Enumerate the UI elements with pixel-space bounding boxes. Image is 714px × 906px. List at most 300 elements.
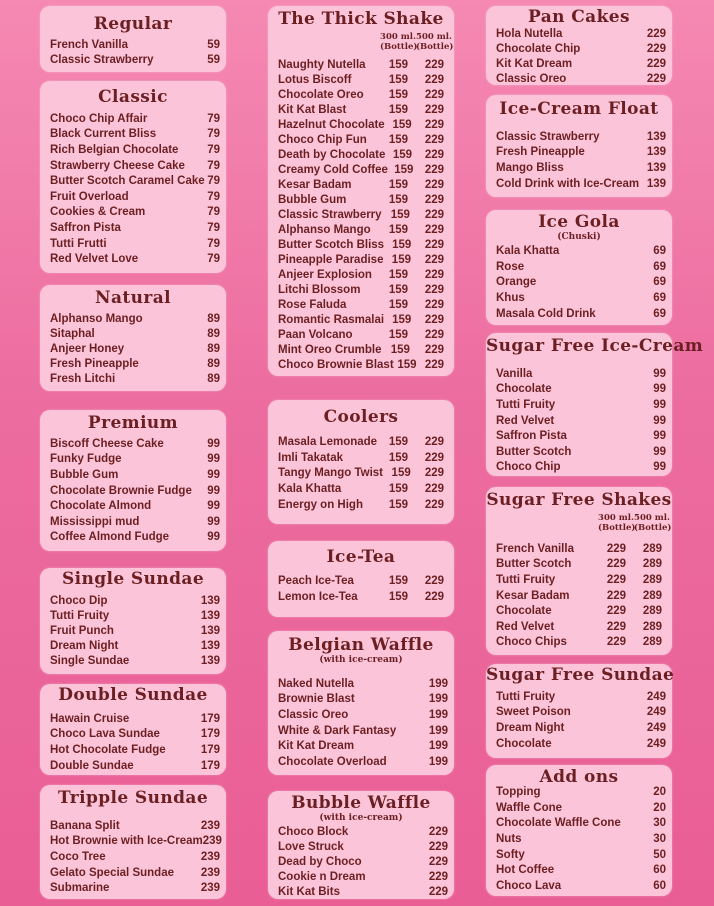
item-name: Red Velvet xyxy=(496,414,555,427)
item-name: Paan Volcano xyxy=(278,328,353,341)
menu-item xyxy=(496,603,662,619)
item-price: 99 xyxy=(207,437,220,450)
menu-card-ice-cream-float xyxy=(486,95,672,197)
card-title: Premium xyxy=(87,413,179,433)
menu-card-coolers xyxy=(268,400,454,524)
menu-item xyxy=(50,326,220,341)
item-price-500ml: 229 xyxy=(424,148,444,161)
item-price: 59 xyxy=(207,54,220,67)
menu-item xyxy=(50,142,220,158)
card-title: Sugar Free Sundae xyxy=(486,665,675,685)
item-name: Classic Oreo xyxy=(278,708,349,721)
menu-item xyxy=(50,880,220,896)
item-price: 79 xyxy=(207,128,220,141)
item-name: Butter Scotch xyxy=(496,558,572,571)
menu-card-sugar-free-sundae xyxy=(486,664,675,758)
item-name: Rose xyxy=(496,260,525,273)
menu-item xyxy=(496,366,666,382)
menu-item xyxy=(278,147,444,162)
price-column-headers xyxy=(380,32,452,52)
item-name: Love Struck xyxy=(278,840,344,853)
menu-item xyxy=(50,111,220,127)
item-name: Naughty Nutella xyxy=(278,58,366,71)
menu-item xyxy=(496,71,666,86)
menu-item xyxy=(496,382,666,398)
item-name: Banana Split xyxy=(50,819,120,832)
item-price-300ml: 159 xyxy=(388,268,408,281)
item-price-500ml: 289 xyxy=(642,620,662,633)
menu-item xyxy=(496,705,666,721)
item-price: 199 xyxy=(428,677,448,690)
item-price: 239 xyxy=(200,850,220,863)
item-price: 50 xyxy=(653,848,666,861)
item-name: Hazelnut Chocolate xyxy=(278,118,385,131)
item-price: 99 xyxy=(653,461,666,474)
item-name: Lotus Biscoff xyxy=(278,73,352,86)
item-price: 139 xyxy=(646,130,666,143)
item-price: 99 xyxy=(653,414,666,427)
item-name: Hot Coffee xyxy=(496,864,555,877)
menu-item xyxy=(278,282,444,297)
item-price-500ml: 229 xyxy=(424,253,444,266)
card-subtitle: (with ice-cream) xyxy=(319,813,403,823)
item-name: Chocolate Waffle Cone xyxy=(496,817,621,830)
menu-item xyxy=(50,498,220,514)
item-price-500ml: 229 xyxy=(424,88,444,101)
item-name: Kala Khatta xyxy=(496,244,560,257)
item-price-500ml: 229 xyxy=(424,467,444,480)
menu-item xyxy=(496,736,666,752)
item-name: Choco Chip Fun xyxy=(278,133,367,146)
header-size: 300 ml. xyxy=(598,513,634,523)
item-price-500ml: 289 xyxy=(642,605,662,618)
item-price-500ml: 229 xyxy=(424,343,444,356)
item-name: Softy xyxy=(496,848,525,861)
item-name: Chocolate Oreo xyxy=(278,88,364,101)
menu-item xyxy=(496,557,662,573)
menu-item xyxy=(50,818,220,834)
menu-item xyxy=(278,72,444,87)
card-title: Ice Gola xyxy=(538,212,620,232)
item-price: 30 xyxy=(653,817,666,830)
menu-item xyxy=(50,638,220,653)
item-name: Classic Strawberry xyxy=(50,54,154,67)
menu-item xyxy=(496,306,666,322)
menu-item xyxy=(496,800,666,816)
menu-item xyxy=(496,784,666,800)
item-price-300ml: 159 xyxy=(388,103,408,116)
item-price: 99 xyxy=(207,531,220,544)
card-subtitle: (Chuski) xyxy=(557,232,601,242)
item-price-500ml: 229 xyxy=(424,435,444,448)
menu-card-ice-tea xyxy=(268,541,454,617)
menu-item xyxy=(496,619,662,635)
item-name: Hola Nutella xyxy=(496,27,563,40)
item-price: 69 xyxy=(653,291,666,304)
item-name: Sitaphal xyxy=(50,327,95,340)
menu-item xyxy=(50,205,220,221)
item-price-500ml: 229 xyxy=(424,590,444,603)
item-price-500ml: 229 xyxy=(424,223,444,236)
item-price-300ml: 159 xyxy=(388,451,408,464)
menu-item xyxy=(278,497,444,513)
menu-item xyxy=(278,481,444,497)
item-name: Gelato Special Sundae xyxy=(50,866,174,879)
item-price: 229 xyxy=(428,840,448,853)
item-price-300ml: 159 xyxy=(392,148,413,161)
card-title: Sugar Free Ice-Cream xyxy=(486,336,704,356)
menu-item xyxy=(50,173,220,189)
menu-item xyxy=(50,220,220,236)
menu-item xyxy=(50,758,220,774)
item-price-500ml: 229 xyxy=(424,574,444,587)
item-price-500ml: 289 xyxy=(642,542,662,555)
item-price-300ml: 159 xyxy=(388,328,408,341)
menu-item xyxy=(50,711,220,727)
menu-item xyxy=(496,428,666,444)
item-price: 199 xyxy=(428,740,448,753)
item-name: Butter Scotch Bliss xyxy=(278,238,385,251)
item-price: 139 xyxy=(646,177,666,190)
item-price: 79 xyxy=(207,221,220,234)
menu-item xyxy=(278,162,444,177)
header-500ml xyxy=(416,32,452,52)
item-price-500ml: 229 xyxy=(424,451,444,464)
item-name: Rich Belgian Chocolate xyxy=(50,143,179,156)
item-price-300ml: 159 xyxy=(391,253,411,266)
menu-item xyxy=(496,259,666,275)
item-price: 139 xyxy=(200,654,220,667)
item-name: Funky Fudge xyxy=(50,453,122,466)
item-price-300ml: 159 xyxy=(388,590,408,603)
item-price: 229 xyxy=(646,27,666,40)
item-price: 229 xyxy=(646,72,666,85)
menu-item xyxy=(278,192,444,207)
menu-item xyxy=(496,444,666,460)
menu-item xyxy=(496,572,662,588)
item-name: Kit Kat Dream xyxy=(278,740,355,753)
item-price-500ml: 229 xyxy=(424,298,444,311)
item-name: Choco Dip xyxy=(50,594,108,607)
item-name: Coffee Almond Fudge xyxy=(50,531,170,544)
item-price: 69 xyxy=(653,307,666,320)
menu-card-belgian-waffle xyxy=(268,631,454,775)
header-500ml xyxy=(634,513,670,533)
item-name: Fresh Pineapple xyxy=(496,146,585,159)
item-price: 79 xyxy=(207,237,220,250)
item-name: Masala Lemonade xyxy=(278,435,378,448)
item-price: 229 xyxy=(646,42,666,55)
menu-item xyxy=(278,327,444,342)
card-title: Ice-Tea xyxy=(326,547,396,567)
item-price: 179 xyxy=(200,712,220,725)
menu-item xyxy=(50,467,220,483)
item-price: 20 xyxy=(653,785,666,798)
item-price-500ml: 229 xyxy=(424,118,444,131)
menu-item xyxy=(496,41,666,56)
item-name: Tutti Fruity xyxy=(496,398,556,411)
menu-item xyxy=(278,297,444,312)
item-name: Fruit Overload xyxy=(50,190,129,203)
item-price-300ml: 229 xyxy=(606,636,626,649)
menu-item xyxy=(50,236,220,252)
item-name: Topping xyxy=(496,785,541,798)
item-name: Cold Drink with Ice-Cream xyxy=(496,177,640,190)
item-price-300ml: 159 xyxy=(388,178,408,191)
item-price-500ml: 229 xyxy=(424,498,444,511)
item-price-300ml: 159 xyxy=(388,193,408,206)
menu-card-double-sundae xyxy=(40,684,226,775)
item-price: 99 xyxy=(653,383,666,396)
menu-item xyxy=(278,573,444,589)
item-price: 59 xyxy=(207,38,220,51)
item-price-300ml: 159 xyxy=(388,498,408,511)
menu-item xyxy=(50,742,220,758)
item-name: Butter Scotch Caramel Cake xyxy=(50,175,205,188)
menu-item xyxy=(496,243,666,259)
item-name: Double Sundae xyxy=(50,759,134,772)
item-name: Masala Cold Drink xyxy=(496,307,596,320)
item-price: 249 xyxy=(646,721,666,734)
item-price-500ml: 289 xyxy=(642,589,662,602)
menu-item xyxy=(496,847,666,863)
menu-item xyxy=(278,312,444,327)
item-name: Vanilla xyxy=(496,367,533,380)
item-name: Pineapple Paradise xyxy=(278,253,384,266)
menu-item xyxy=(50,653,220,668)
item-price-300ml: 159 xyxy=(388,133,408,146)
item-price-500ml: 229 xyxy=(424,193,444,206)
item-price-500ml: 229 xyxy=(424,268,444,281)
menu-item xyxy=(278,117,444,132)
item-price: 239 xyxy=(202,835,222,848)
item-name: Kit Kat Blast xyxy=(278,103,347,116)
card-title: Tripple Sundae xyxy=(57,788,209,808)
item-name: Classic Strawberry xyxy=(278,208,382,221)
price-column-headers xyxy=(598,513,670,533)
item-name: Tutti Fruity xyxy=(50,609,110,622)
item-name: Butter Scotch xyxy=(496,445,572,458)
item-name: Kala Khatta xyxy=(278,482,342,495)
menu-item xyxy=(278,692,448,708)
menu-item xyxy=(496,56,666,71)
item-price-500ml: 229 xyxy=(424,313,444,326)
item-name: Alphanso Mango xyxy=(278,223,371,236)
menu-item xyxy=(496,413,666,429)
card-title: Regular xyxy=(93,14,173,34)
item-price: 229 xyxy=(428,870,448,883)
item-name: Dead by Choco xyxy=(278,855,362,868)
item-name: Tangy Mango Twist xyxy=(278,467,383,480)
item-name: Sweet Poison xyxy=(496,706,571,719)
item-price: 99 xyxy=(207,468,220,481)
card-title: The Thick Shake xyxy=(278,9,444,29)
item-price-500ml: 229 xyxy=(424,163,444,176)
item-name: Tutti Frutti xyxy=(50,237,107,250)
item-price-500ml: 229 xyxy=(424,178,444,191)
item-name: Rose Faluda xyxy=(278,298,347,311)
item-price: 249 xyxy=(646,737,666,750)
item-name: Romantic Rasmalai xyxy=(278,313,385,326)
item-price-300ml: 159 xyxy=(392,238,412,251)
item-price-500ml: 289 xyxy=(642,573,662,586)
item-price: 30 xyxy=(653,832,666,845)
card-title: Belgian Waffle xyxy=(288,635,434,655)
card-title: Double Sundae xyxy=(58,685,208,705)
item-price: 99 xyxy=(653,367,666,380)
header-pack: (Bottle) xyxy=(416,42,454,52)
item-price: 239 xyxy=(200,866,220,879)
item-name: Single Sundae xyxy=(50,654,130,667)
item-name: Chocolate Almond xyxy=(50,500,152,513)
item-price-300ml: 159 xyxy=(397,358,417,371)
item-name: Mint Oreo Crumble xyxy=(278,343,382,356)
item-price-300ml: 159 xyxy=(394,163,414,176)
item-name: Black Current Bliss xyxy=(50,128,157,141)
item-name: Choco Chip Affair xyxy=(50,112,148,125)
item-price-300ml: 159 xyxy=(392,118,412,131)
menu-item xyxy=(50,341,220,356)
item-name: Coco Tree xyxy=(50,850,106,863)
menu-card-ice-gola xyxy=(486,210,672,325)
item-name: Energy on High xyxy=(278,498,363,511)
menu-card-tripple-sundae xyxy=(40,785,226,899)
item-price: 99 xyxy=(207,453,220,466)
item-name: Waffle Cone xyxy=(496,801,563,814)
menu-item xyxy=(278,854,448,869)
menu-item xyxy=(50,865,220,881)
menu-item xyxy=(496,588,662,604)
menu-item xyxy=(50,608,220,623)
card-title: Sugar Free Shakes xyxy=(486,490,672,510)
item-price: 199 xyxy=(428,755,448,768)
header-pack: (Bottle) xyxy=(380,42,418,52)
item-name: French Vanilla xyxy=(496,542,574,555)
item-price: 229 xyxy=(428,825,448,838)
item-price-300ml: 229 xyxy=(606,573,626,586)
menu-item xyxy=(496,863,666,879)
item-name: Classic Strawberry xyxy=(496,130,600,143)
item-price: 249 xyxy=(646,690,666,703)
menu-item xyxy=(50,452,220,468)
item-price: 139 xyxy=(646,161,666,174)
item-name: Dream Night xyxy=(496,721,565,734)
item-price-300ml: 159 xyxy=(388,58,408,71)
item-price: 139 xyxy=(646,146,666,159)
menu-item xyxy=(278,102,444,117)
menu-item xyxy=(50,849,220,865)
menu-item xyxy=(278,824,448,839)
item-price: 79 xyxy=(207,159,220,172)
item-price: 99 xyxy=(653,445,666,458)
item-name: Lemon Ice-Tea xyxy=(278,590,358,603)
item-name: Biscoff Cheese Cake xyxy=(50,437,164,450)
card-title: Classic xyxy=(98,87,168,107)
item-price-500ml: 289 xyxy=(642,636,662,649)
item-price-300ml: 159 xyxy=(391,467,411,480)
menu-item xyxy=(278,132,444,147)
item-price: 99 xyxy=(207,515,220,528)
menu-item xyxy=(50,834,220,850)
menu-item xyxy=(278,237,444,252)
item-name: Red Velvet xyxy=(496,620,555,633)
item-name: Nuts xyxy=(496,832,522,845)
item-name: Hot Chocolate Fudge xyxy=(50,743,166,756)
menu-item xyxy=(496,878,666,894)
item-name: Saffron Pista xyxy=(50,221,121,234)
item-name: Brownie Blast xyxy=(278,693,355,706)
item-price-500ml: 229 xyxy=(424,283,444,296)
item-price: 79 xyxy=(207,175,220,188)
menu-item xyxy=(496,129,666,145)
menu-item xyxy=(278,465,444,481)
item-name: Anjeer Honey xyxy=(50,342,125,355)
item-name: Chocolate Chip xyxy=(496,42,581,55)
item-price-300ml: 159 xyxy=(388,73,408,86)
item-name: Choco Block xyxy=(278,825,349,838)
item-price: 89 xyxy=(207,342,220,355)
menu-item xyxy=(50,623,220,638)
menu-item xyxy=(50,127,220,143)
item-price: 79 xyxy=(207,112,220,125)
menu-card-thick-shake xyxy=(268,6,454,376)
item-price: 79 xyxy=(207,206,220,219)
menu-item xyxy=(50,514,220,530)
item-price: 79 xyxy=(207,143,220,156)
menu-item xyxy=(496,689,666,705)
item-price: 89 xyxy=(207,372,220,385)
menu-card-classic xyxy=(40,81,226,273)
item-price-500ml: 229 xyxy=(424,208,444,221)
menu-item xyxy=(50,356,220,371)
item-price: 199 xyxy=(428,708,448,721)
card-title: Natural xyxy=(95,288,171,308)
item-name: Creamy Cold Coffee xyxy=(278,163,388,176)
item-name: Mississippi mud xyxy=(50,515,140,528)
item-price: 179 xyxy=(200,743,220,756)
menu-item xyxy=(278,57,444,72)
menu-item xyxy=(496,720,666,736)
item-name: Red Velvet Love xyxy=(50,253,139,266)
item-price-300ml: 229 xyxy=(606,620,626,633)
menu-item xyxy=(50,371,220,386)
item-price: 139 xyxy=(200,594,220,607)
card-subtitle: (with ice-cream) xyxy=(319,655,403,665)
menu-item xyxy=(50,158,220,174)
item-name: Strawberry Cheese Cake xyxy=(50,159,185,172)
menu-card-sugar-free-ice-cream xyxy=(486,333,704,476)
card-title: Single Sundae xyxy=(61,569,205,589)
card-title: Coolers xyxy=(323,407,399,427)
item-price: 20 xyxy=(653,801,666,814)
menu-item xyxy=(50,37,220,53)
item-price-500ml: 229 xyxy=(424,133,444,146)
menu-item xyxy=(278,177,444,192)
menu-item xyxy=(496,274,666,290)
item-price-500ml: 229 xyxy=(424,358,444,371)
item-price: 89 xyxy=(207,327,220,340)
item-price: 249 xyxy=(646,706,666,719)
item-name: Cookies & Cream xyxy=(50,206,146,219)
item-price-300ml: 229 xyxy=(606,605,626,618)
item-name: Choco Chip xyxy=(496,461,561,474)
item-price: 199 xyxy=(428,724,448,737)
item-price: 99 xyxy=(653,398,666,411)
menu-item xyxy=(496,460,666,476)
item-price-300ml: 159 xyxy=(392,313,412,326)
menu-item xyxy=(496,290,666,306)
menu-item xyxy=(496,635,662,651)
